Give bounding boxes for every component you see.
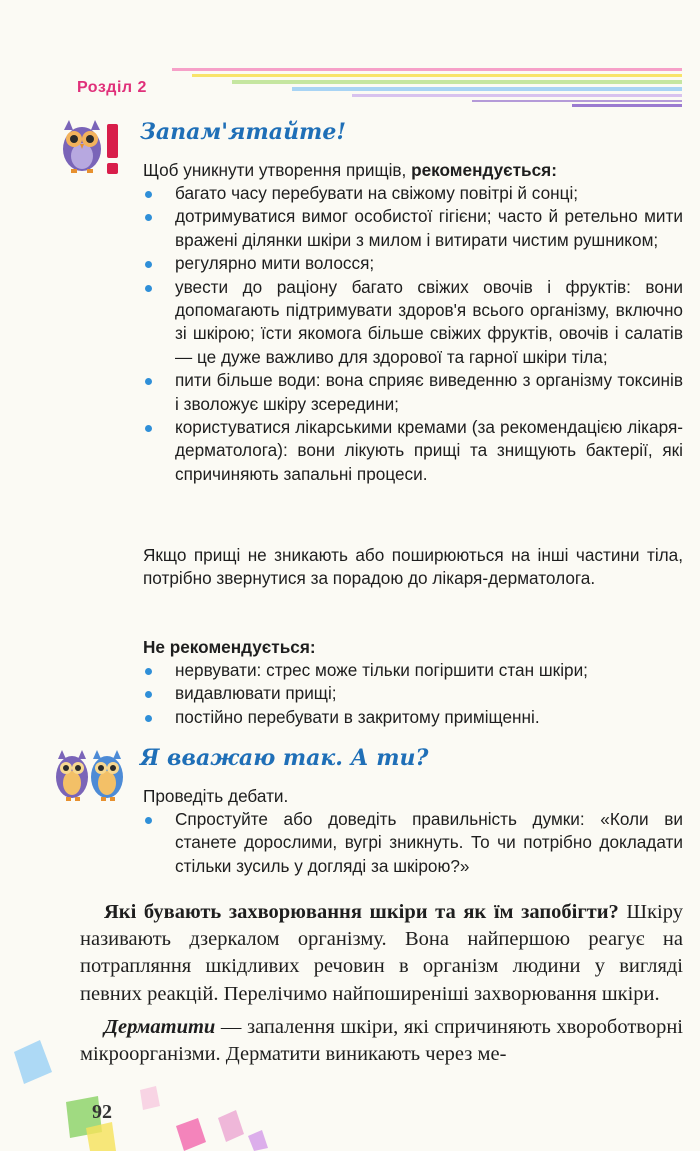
header-decor-stripes	[172, 62, 682, 110]
list-item: користуватися лікарськими кремами (за рекомендацією лікаря-дерматолога): вони лікують прищі та знищують бактерії, які спричиняють запальні процеси.	[143, 416, 683, 486]
term-dermatitis: Дерматити	[104, 1015, 216, 1038]
debate-intro: Проведіть дебати.	[143, 786, 289, 806]
followup-text: Якщо прищі не зникають або поширюються на інші частини тіла, потрібно звернутися за порадою до лікаря-дерматолога.	[143, 545, 683, 589]
list-item: нервувати: стрес може тільки погіршити стан шкіри;	[143, 659, 683, 682]
remember-intro-text: Щоб уникнути утворення прищів,	[143, 160, 412, 180]
remember-title: Запам'ятайте!	[140, 119, 346, 145]
list-item: Спростуйте або доведіть правильність думки: «Коли ви станете дорослими, вугрі зникнуть. То чи потрібно докладати стільки зусиль у догляді за шкірою?»	[143, 808, 683, 878]
list-item: дотримуватися вимог особистої гігієни; часто й ретельно мити вражені ділянки шкіри з милом і витирати чистим рушником;	[143, 205, 683, 252]
debate-title: Я вважаю так. А ти?	[140, 745, 429, 771]
section-question: Які бувають захворювання шкіри та як їм запобігти?	[104, 901, 619, 923]
paragraph-1	[80, 899, 683, 1008]
footer-decor-squares	[0, 1010, 300, 1151]
not-recommended-list	[143, 659, 683, 729]
owl-exclamation-icon	[55, 116, 125, 178]
not-recommended-heading: Не рекомендується:	[143, 637, 316, 657]
paragraph-1-text: Шкіру називають дзеркалом організму. Вона найпершою реагує на потрапляння шкідливих речовин в організм людини у вигляді певних реакцій. Перелічимо найпоширеніші захворювання шкіри.	[80, 901, 683, 1005]
list-item: увести до раціону багато свіжих овочів і фруктів: вони допомагають підтримувати здоров'я всього організму, включно зі шкірою; їсти якомога більше свіжих фруктів, овочів і салатів — це дуже важливо для здорової та гарної шкіри тіла;	[143, 276, 683, 370]
paragraph-2-text: — запалення шкіри, які спричиняють хвороботворні мікроорганізми. Дерматити виникають через ме-	[80, 1015, 683, 1066]
section-label: Розділ 2	[77, 79, 147, 96]
list-item: видавлювати прищі;	[143, 682, 683, 705]
recommended-list	[143, 182, 683, 486]
debate-list	[143, 808, 683, 878]
list-item: регулярно мити волосся;	[143, 252, 683, 275]
list-item: багато часу перебувати на свіжому повітрі й сонці;	[143, 182, 683, 205]
list-item: постійно перебувати в закритому приміщенні.	[143, 706, 683, 729]
page-number: 92	[92, 1101, 112, 1123]
remember-intro	[143, 159, 683, 182]
two-owls-icon	[52, 747, 128, 805]
recommended-heading: рекомендується:	[411, 160, 557, 180]
list-item: пити більше води: вона сприяє виведенню з організму токсинів і зволожує шкіру зсередини;	[143, 369, 683, 416]
